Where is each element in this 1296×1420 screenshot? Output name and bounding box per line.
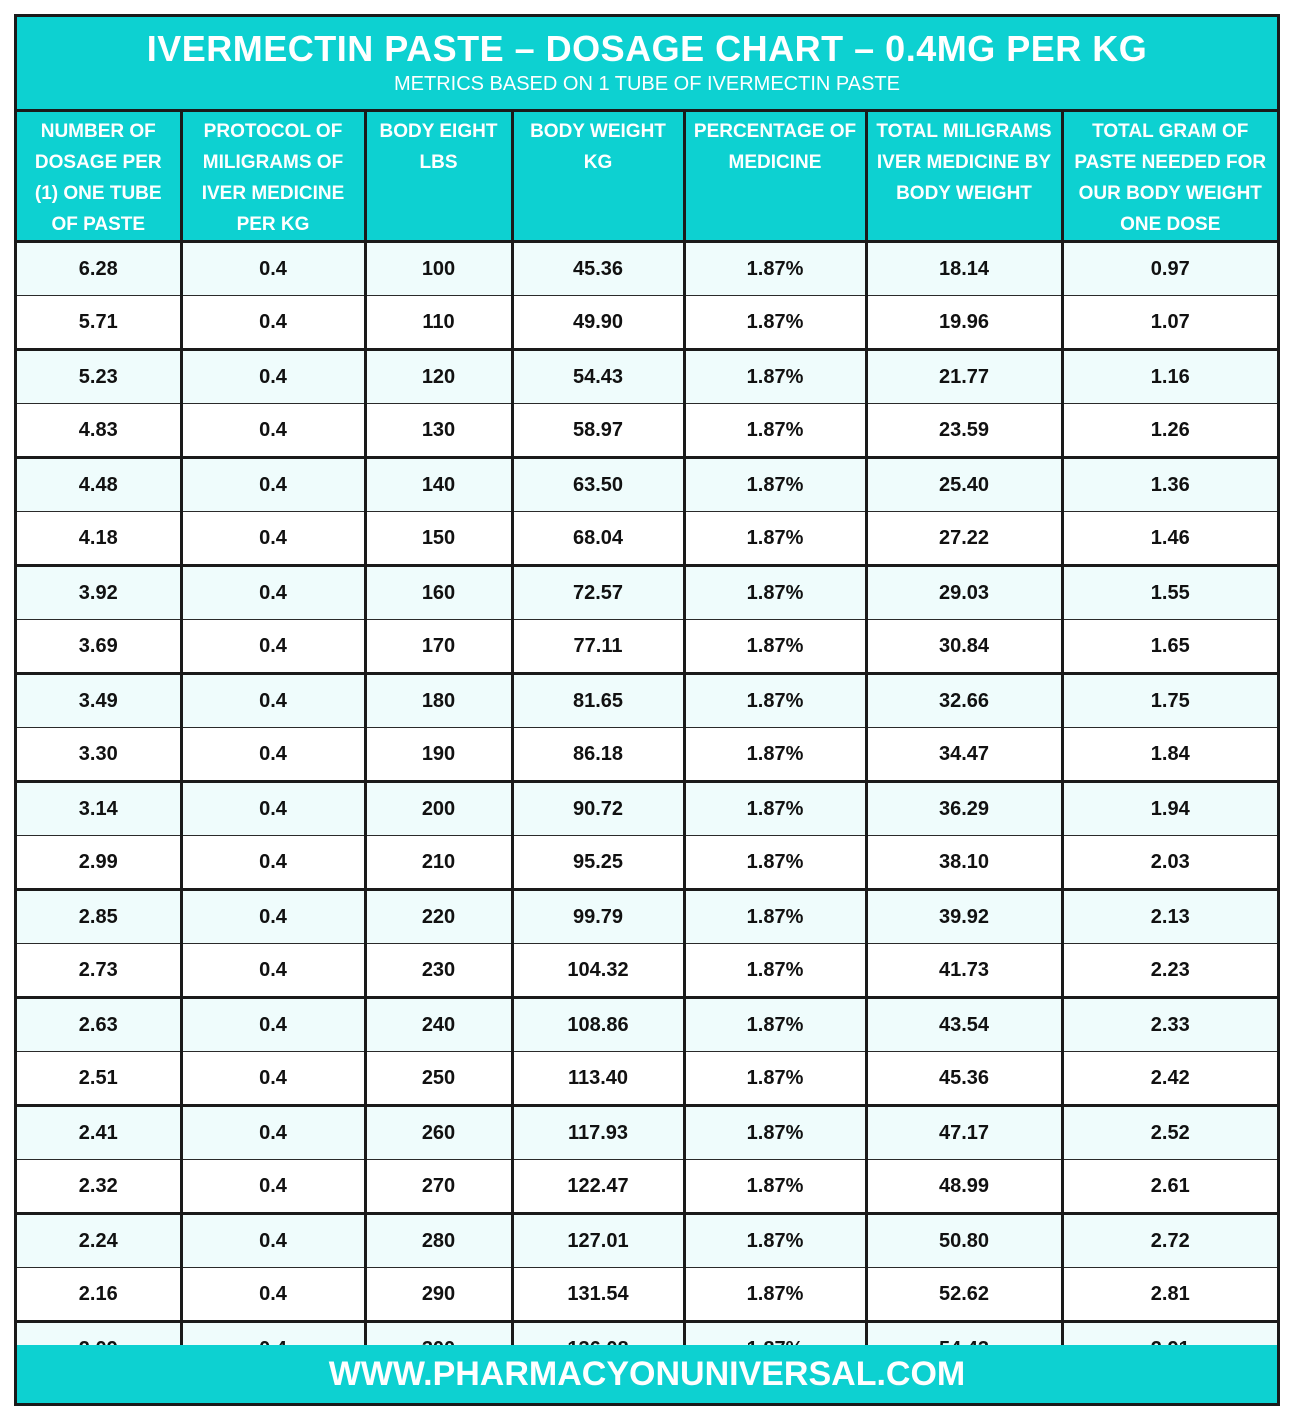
dosage-per-tube-cell: 2.85 — [17, 890, 181, 944]
table-row — [17, 674, 1277, 728]
protocol-cell: 0.4 — [181, 674, 365, 728]
lbs-cell: 140 — [365, 458, 512, 512]
protocol-cell: 0.4 — [181, 296, 365, 350]
percentage-cell: 1.87% — [684, 350, 866, 404]
protocol-cell: 0.4 — [181, 1052, 365, 1106]
protocol-cell: 0.4 — [181, 566, 365, 620]
kg-cell: 72.57 — [512, 566, 684, 620]
percentage-cell: 1.87% — [684, 1268, 866, 1322]
percentage-cell: 1.87% — [684, 458, 866, 512]
total-gram-cell: 1.46 — [1062, 512, 1277, 566]
lbs-cell: 100 — [365, 242, 512, 296]
kg-cell: 45.36 — [512, 242, 684, 296]
kg-cell: 86.18 — [512, 728, 684, 782]
table-row — [17, 1052, 1277, 1106]
table-row — [17, 350, 1277, 404]
percentage-cell: 1.87% — [684, 782, 866, 836]
dosage-per-tube-cell: 2.24 — [17, 1214, 181, 1268]
total-gram-cell: 2.03 — [1062, 836, 1277, 890]
dosage-per-tube-cell: 3.92 — [17, 566, 181, 620]
table-row — [17, 1214, 1277, 1268]
page-subtitle: METRICS BASED ON 1 TUBE OF IVERMECTIN PASTE — [393, 73, 900, 95]
kg-cell: 113.40 — [512, 1052, 684, 1106]
dosage-per-tube-cell: 4.48 — [17, 458, 181, 512]
dosage-per-tube-cell: 2.41 — [17, 1106, 181, 1160]
total-gram-cell: 1.84 — [1062, 728, 1277, 782]
table-row — [17, 782, 1277, 836]
percentage-cell: 1.87% — [684, 1052, 866, 1106]
total-gram-cell: 1.36 — [1062, 458, 1277, 512]
dosage-table — [17, 112, 1277, 1378]
lbs-cell: 170 — [365, 620, 512, 674]
total-gram-cell: 2.33 — [1062, 998, 1277, 1052]
total-gram-cell: 2.61 — [1062, 1160, 1277, 1214]
col-header-dosage-per-tube: NUMBER OF DOSAGE PER (1) ONE TUBE OF PASTE — [17, 112, 181, 242]
dosage-per-tube-cell: 3.14 — [17, 782, 181, 836]
dosage-per-tube-cell: 4.18 — [17, 512, 181, 566]
kg-cell: 49.90 — [512, 296, 684, 350]
lbs-cell: 210 — [365, 836, 512, 890]
kg-cell: 122.47 — [512, 1160, 684, 1214]
dosage-per-tube-cell: 3.69 — [17, 620, 181, 674]
total-mg-cell: 48.99 — [866, 1160, 1062, 1214]
col-header-protocol-mg-per-kg: PROTOCOL OF MILIGRAMS OF IVER MEDICINE PER KG — [181, 112, 365, 242]
total-gram-cell: 1.55 — [1062, 566, 1277, 620]
percentage-cell: 1.87% — [684, 1214, 866, 1268]
percentage-cell: 1.87% — [684, 566, 866, 620]
lbs-cell: 270 — [365, 1160, 512, 1214]
percentage-cell: 1.87% — [684, 998, 866, 1052]
table-row — [17, 1160, 1277, 1214]
protocol-cell: 0.4 — [181, 890, 365, 944]
protocol-cell: 0.4 — [181, 1214, 365, 1268]
percentage-cell: 1.87% — [684, 728, 866, 782]
lbs-cell: 150 — [365, 512, 512, 566]
percentage-cell: 1.87% — [684, 512, 866, 566]
percentage-cell: 1.87% — [684, 1160, 866, 1214]
total-mg-cell: 34.47 — [866, 728, 1062, 782]
lbs-cell: 180 — [365, 674, 512, 728]
kg-cell: 90.72 — [512, 782, 684, 836]
percentage-cell: 1.87% — [684, 890, 866, 944]
percentage-cell: 1.87% — [684, 296, 866, 350]
protocol-cell: 0.4 — [181, 512, 365, 566]
lbs-cell: 220 — [365, 890, 512, 944]
dosage-per-tube-cell: 2.99 — [17, 836, 181, 890]
protocol-cell: 0.4 — [181, 782, 365, 836]
page-title: IVERMECTIN PASTE – DOSAGE CHART – 0.4MG PER KG — [146, 28, 1148, 69]
dosage-per-tube-cell: 5.23 — [17, 350, 181, 404]
total-gram-cell: 1.16 — [1062, 350, 1277, 404]
total-gram-cell: 2.42 — [1062, 1052, 1277, 1106]
lbs-cell: 120 — [365, 350, 512, 404]
table-row — [17, 458, 1277, 512]
total-gram-cell: 2.72 — [1062, 1214, 1277, 1268]
col-header-total-mg: TOTAL MILIGRAMS IVER MEDICINE BY BODY WEIGHT — [866, 112, 1062, 242]
dosage-per-tube-cell: 5.71 — [17, 296, 181, 350]
lbs-cell: 130 — [365, 404, 512, 458]
total-gram-cell: 2.52 — [1062, 1106, 1277, 1160]
total-mg-cell: 52.62 — [866, 1268, 1062, 1322]
lbs-cell: 200 — [365, 782, 512, 836]
dosage-per-tube-cell: 2.51 — [17, 1052, 181, 1106]
percentage-cell: 1.87% — [684, 620, 866, 674]
total-mg-cell: 23.59 — [866, 404, 1062, 458]
percentage-cell: 1.87% — [684, 836, 866, 890]
total-mg-cell: 45.36 — [866, 1052, 1062, 1106]
kg-cell: 58.97 — [512, 404, 684, 458]
dosage-per-tube-cell: 4.83 — [17, 404, 181, 458]
kg-cell: 81.65 — [512, 674, 684, 728]
kg-cell: 127.01 — [512, 1214, 684, 1268]
total-mg-cell: 19.96 — [866, 296, 1062, 350]
kg-cell: 63.50 — [512, 458, 684, 512]
total-mg-cell: 43.54 — [866, 998, 1062, 1052]
kg-cell: 131.54 — [512, 1268, 684, 1322]
total-mg-cell: 29.03 — [866, 566, 1062, 620]
title-block — [17, 17, 1277, 112]
percentage-cell: 1.87% — [684, 944, 866, 998]
kg-cell: 68.04 — [512, 512, 684, 566]
col-header-body-weight-lbs: BODY EIGHT LBS — [365, 112, 512, 242]
kg-cell: 117.93 — [512, 1106, 684, 1160]
table-row — [17, 242, 1277, 296]
dosage-per-tube-cell: 3.49 — [17, 674, 181, 728]
total-gram-cell: 0.97 — [1062, 242, 1277, 296]
col-header-percentage-medicine: PERCENTAGE OF MEDICINE — [684, 112, 866, 242]
protocol-cell: 0.4 — [181, 1106, 365, 1160]
kg-cell: 95.25 — [512, 836, 684, 890]
kg-cell: 99.79 — [512, 890, 684, 944]
protocol-cell: 0.4 — [181, 1160, 365, 1214]
lbs-cell: 190 — [365, 728, 512, 782]
lbs-cell: 260 — [365, 1106, 512, 1160]
table-row — [17, 296, 1277, 350]
kg-cell: 108.86 — [512, 998, 684, 1052]
total-gram-cell: 1.75 — [1062, 674, 1277, 728]
total-mg-cell: 41.73 — [866, 944, 1062, 998]
dosage-per-tube-cell: 2.73 — [17, 944, 181, 998]
footer-website: WWW.PHARMACYONUNIVERSAL.COM — [17, 1345, 1277, 1403]
dosage-per-tube-cell: 3.30 — [17, 728, 181, 782]
lbs-cell: 160 — [365, 566, 512, 620]
lbs-cell: 280 — [365, 1214, 512, 1268]
dosage-per-tube-cell: 2.63 — [17, 998, 181, 1052]
dosage-per-tube-cell: 6.28 — [17, 242, 181, 296]
lbs-cell: 290 — [365, 1268, 512, 1322]
table-header-row — [17, 112, 1277, 242]
lbs-cell: 230 — [365, 944, 512, 998]
table-row — [17, 1106, 1277, 1160]
protocol-cell: 0.4 — [181, 1268, 365, 1322]
total-mg-cell: 36.29 — [866, 782, 1062, 836]
col-header-body-weight-kg: BODY WEIGHT KG — [512, 112, 684, 242]
total-gram-cell: 1.65 — [1062, 620, 1277, 674]
table-row — [17, 728, 1277, 782]
total-gram-cell: 1.94 — [1062, 782, 1277, 836]
total-mg-cell: 18.14 — [866, 242, 1062, 296]
total-gram-cell: 2.13 — [1062, 890, 1277, 944]
dosage-per-tube-cell: 2.32 — [17, 1160, 181, 1214]
lbs-cell: 110 — [365, 296, 512, 350]
table-row — [17, 512, 1277, 566]
kg-cell: 104.32 — [512, 944, 684, 998]
dosage-chart-sheet — [14, 14, 1280, 1406]
protocol-cell: 0.4 — [181, 620, 365, 674]
protocol-cell: 0.4 — [181, 404, 365, 458]
total-mg-cell: 47.17 — [866, 1106, 1062, 1160]
table-row — [17, 620, 1277, 674]
lbs-cell: 240 — [365, 998, 512, 1052]
percentage-cell: 1.87% — [684, 404, 866, 458]
kg-cell: 77.11 — [512, 620, 684, 674]
table-row — [17, 404, 1277, 458]
total-mg-cell: 39.92 — [866, 890, 1062, 944]
lbs-cell: 250 — [365, 1052, 512, 1106]
protocol-cell: 0.4 — [181, 998, 365, 1052]
total-mg-cell: 21.77 — [866, 350, 1062, 404]
col-header-total-gram-paste: TOTAL GRAM OF PASTE NEEDED FOR OUR BODY WEIGHT ONE DOSE — [1062, 112, 1277, 242]
table-row — [17, 566, 1277, 620]
table-row — [17, 998, 1277, 1052]
table-row — [17, 890, 1277, 944]
table-row — [17, 836, 1277, 890]
table-row — [17, 1268, 1277, 1322]
table-row — [17, 944, 1277, 998]
total-gram-cell: 1.26 — [1062, 404, 1277, 458]
total-mg-cell: 50.80 — [866, 1214, 1062, 1268]
protocol-cell: 0.4 — [181, 458, 365, 512]
table-body — [17, 242, 1277, 1377]
total-mg-cell: 30.84 — [866, 620, 1062, 674]
percentage-cell: 1.87% — [684, 242, 866, 296]
dosage-per-tube-cell: 2.16 — [17, 1268, 181, 1322]
protocol-cell: 0.4 — [181, 728, 365, 782]
kg-cell: 54.43 — [512, 350, 684, 404]
protocol-cell: 0.4 — [181, 350, 365, 404]
total-gram-cell: 1.07 — [1062, 296, 1277, 350]
percentage-cell: 1.87% — [684, 1106, 866, 1160]
total-mg-cell: 25.40 — [866, 458, 1062, 512]
total-mg-cell: 32.66 — [866, 674, 1062, 728]
protocol-cell: 0.4 — [181, 836, 365, 890]
total-gram-cell: 2.81 — [1062, 1268, 1277, 1322]
total-mg-cell: 27.22 — [866, 512, 1062, 566]
percentage-cell: 1.87% — [684, 674, 866, 728]
protocol-cell: 0.4 — [181, 944, 365, 998]
total-mg-cell: 38.10 — [866, 836, 1062, 890]
protocol-cell: 0.4 — [181, 242, 365, 296]
total-gram-cell: 2.23 — [1062, 944, 1277, 998]
